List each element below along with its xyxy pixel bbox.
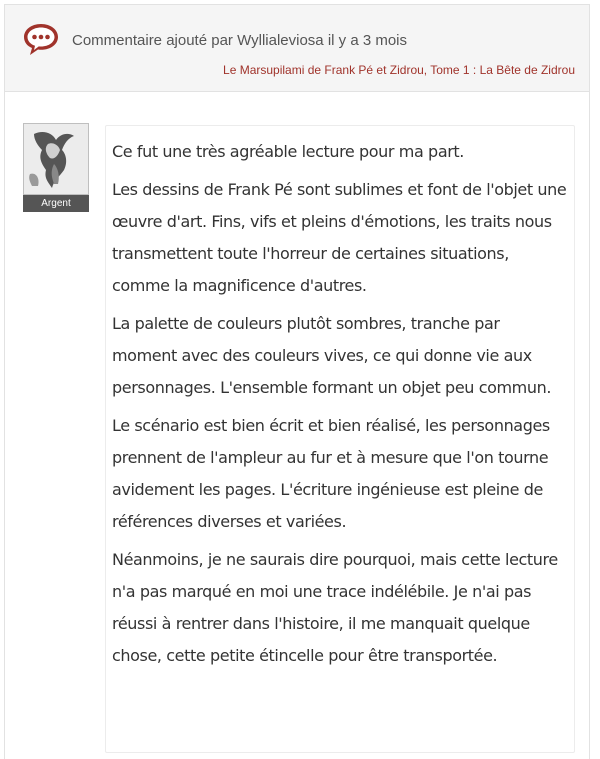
- book-title-link[interactable]: Le Marsupilami de Frank Pé et Zidrou, Tome 1 : La Bête de Zidrou: [223, 63, 575, 77]
- comment-paragraph: La palette de couleurs plutôt sombres, tranche par moment avec des couleurs vives, ce qui donne vie aux personnages. L'ensemble formant un objet peu commun.: [112, 314, 552, 397]
- user-avatar-block[interactable]: [23, 123, 89, 212]
- comment-body: [105, 125, 575, 753]
- comment-header: [5, 5, 589, 92]
- comment-paragraph: Néanmoins, je ne saurais dire pourquoi, mais cette lecture n'a pas marqué en moi une trace indélébile. Je n'ai pas réussi à rentrer dans l'histoire, il me manquait quelque chose, cette petite étincelle pour être transportée.: [112, 550, 558, 665]
- meta-time: il y a 3 mois: [323, 32, 408, 49]
- comment-meta: [72, 32, 407, 49]
- comment-paragraph: Le scénario est bien écrit et bien réalisé, les personnages prennent de l'ampleur au fur et à mesure que l'on tourne avidement les pages. L'écriture ingénieuse est pleine de références diverses et variées.: [112, 416, 550, 531]
- user-rank-badge: Argent: [23, 195, 89, 212]
- comment-paragraph: Les dessins de Frank Pé sont sublimes et font de l'objet une œuvre d'art. Fins, vifs et pleins d'émotions, les traits nous transmettent toute l'horreur de certaines situations, comme la magnificence d'autres.: [112, 180, 567, 295]
- author-link[interactable]: Wyllialeviosa: [237, 32, 324, 49]
- chat-bubble-icon: [22, 21, 60, 57]
- avatar[interactable]: [23, 123, 89, 195]
- meta-prefix: Commentaire ajouté par: [72, 32, 238, 49]
- avatar-image-icon: [24, 124, 89, 195]
- comment-paragraph: Ce fut une très agréable lecture pour ma part.: [112, 142, 464, 161]
- comment-card: [4, 4, 590, 759]
